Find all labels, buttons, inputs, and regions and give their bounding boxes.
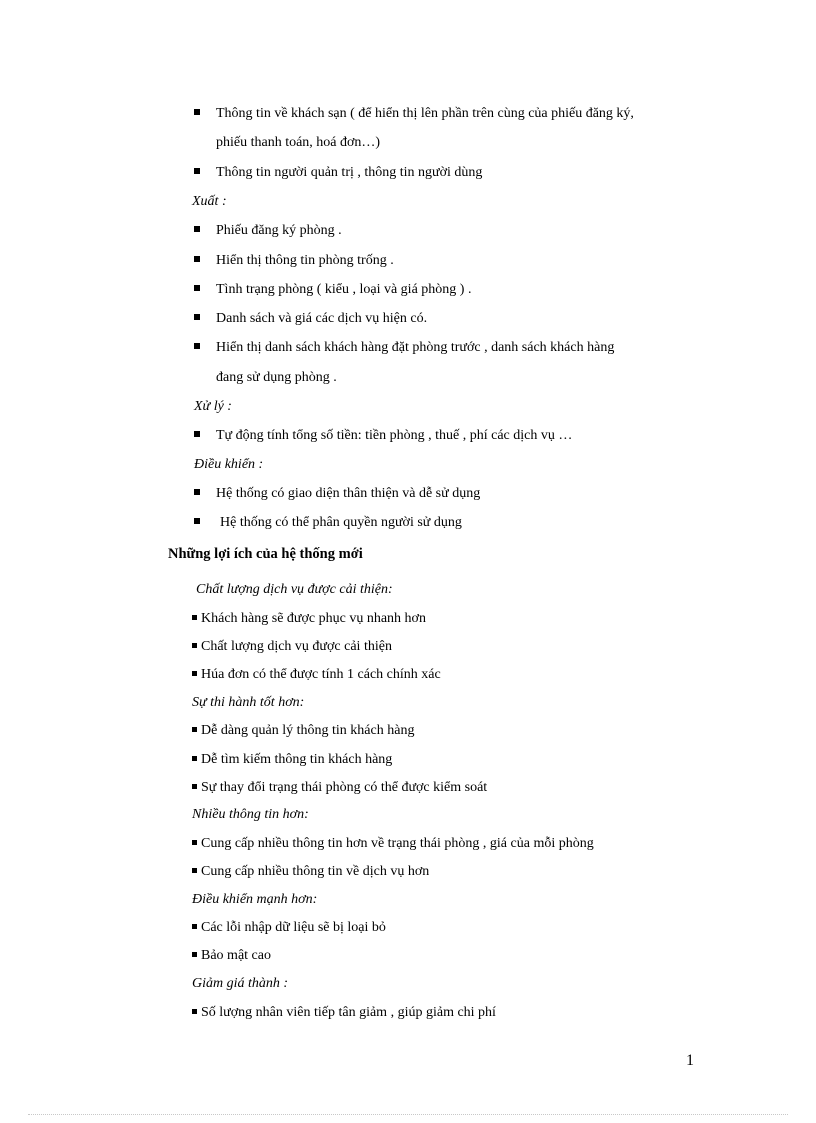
bullet-icon bbox=[192, 784, 197, 789]
bullet-icon bbox=[192, 1009, 197, 1014]
process-heading: Xử lý : bbox=[194, 399, 232, 414]
bullet-icon bbox=[192, 868, 197, 873]
bullet-icon bbox=[194, 518, 200, 524]
benefit-item: Các lỗi nhập dữ liệu sẽ bị loại bỏ bbox=[192, 919, 386, 937]
benefit-heading-more-info: Nhiều thông tin hơn: bbox=[192, 807, 309, 822]
bullet-icon bbox=[194, 109, 200, 115]
bullet-icon bbox=[194, 314, 200, 320]
bullet-icon bbox=[192, 615, 197, 620]
benefit-item: Bảo mật cao bbox=[192, 947, 271, 965]
bullet-icon bbox=[192, 756, 197, 761]
process-item-auto-total: Tự động tính tổng số tiền: tiền phòng , thuế , phí các dịch vụ … bbox=[216, 428, 573, 443]
control-heading: Điều khiển : bbox=[194, 457, 264, 472]
output-item-room-status: Tình trạng phòng ( kiểu , loại và giá phòng ) . bbox=[216, 282, 472, 297]
bullet-icon bbox=[192, 643, 197, 648]
benefit-item: Dễ dàng quản lý thông tin khách hàng bbox=[192, 722, 414, 740]
benefit-item: Cung cấp nhiều thông tin về dịch vụ hơn bbox=[192, 863, 429, 881]
benefit-item: Cung cấp nhiều thông tin hơn về trạng thái phòng , giá của mỗi phòng bbox=[192, 835, 594, 853]
input-item-hotel-info-cont: phiếu thanh toán, hoá đơn…) bbox=[216, 135, 381, 150]
bullet-icon bbox=[194, 168, 200, 174]
benefit-heading-service-quality: Chất lượng dịch vụ được cải thiện: bbox=[196, 582, 393, 597]
benefit-heading-stronger-control: Điều khiển mạnh hơn: bbox=[192, 892, 318, 907]
bullet-icon bbox=[194, 489, 200, 495]
page-number: 1 bbox=[686, 1052, 694, 1069]
bullet-icon bbox=[192, 671, 197, 676]
bullet-icon bbox=[192, 952, 197, 957]
output-item-customer-list-cont: đang sử dụng phòng . bbox=[216, 370, 337, 385]
benefit-item: Chất lượng dịch vụ được cải thiện bbox=[192, 638, 392, 656]
benefit-item: Dễ tìm kiếm thông tin khách hàng bbox=[192, 751, 392, 769]
input-item-admin-info: Thông tin người quản trị , thông tin người dùng bbox=[216, 165, 483, 180]
output-item-services: Danh sách và giá các dịch vụ hiện có. bbox=[216, 311, 428, 326]
benefits-title: Những lợi ích của hệ thống mới bbox=[168, 546, 363, 562]
bullet-icon bbox=[194, 256, 200, 262]
benefit-item: Húa đơn có thể được tính 1 cách chính xác bbox=[192, 666, 441, 684]
bullet-icon bbox=[194, 226, 200, 232]
bullet-icon bbox=[192, 924, 197, 929]
bullet-icon bbox=[194, 431, 200, 437]
benefit-item: Sự thay đổi trạng thái phòng có thể được kiểm soát bbox=[192, 779, 487, 797]
input-item-hotel-info: Thông tin về khách sạn ( để hiển thị lên phần trên cùng của phiếu đăng ký, bbox=[216, 106, 634, 121]
bullet-icon bbox=[194, 343, 200, 349]
bullet-icon bbox=[192, 727, 197, 732]
benefit-heading-performance: Sự thi hành tốt hơn: bbox=[192, 695, 305, 710]
benefit-item: Khách hàng sẽ được phục vụ nhanh hơn bbox=[192, 610, 426, 628]
output-item-customer-list: Hiển thị danh sách khách hàng đặt phòng trước , danh sách khách hàng bbox=[216, 340, 615, 355]
output-heading: Xuất : bbox=[192, 194, 227, 209]
page-footer-divider bbox=[28, 1114, 788, 1115]
benefit-item: Số lượng nhân viên tiếp tân giảm , giúp giảm chi phí bbox=[192, 1004, 496, 1022]
output-item-registration: Phiếu đăng ký phòng . bbox=[216, 223, 342, 238]
bullet-icon bbox=[192, 840, 197, 845]
control-item-friendly-ui: Hệ thống có giao diện thân thiện và dễ sử dụng bbox=[216, 486, 481, 501]
benefit-heading-cost-reduction: Giảm giá thành : bbox=[192, 976, 289, 991]
output-item-empty-rooms: Hiển thị thông tin phòng trống . bbox=[216, 253, 394, 268]
bullet-icon bbox=[194, 285, 200, 291]
control-item-permissions: Hệ thống có thể phân quyền người sử dụng bbox=[220, 515, 462, 530]
